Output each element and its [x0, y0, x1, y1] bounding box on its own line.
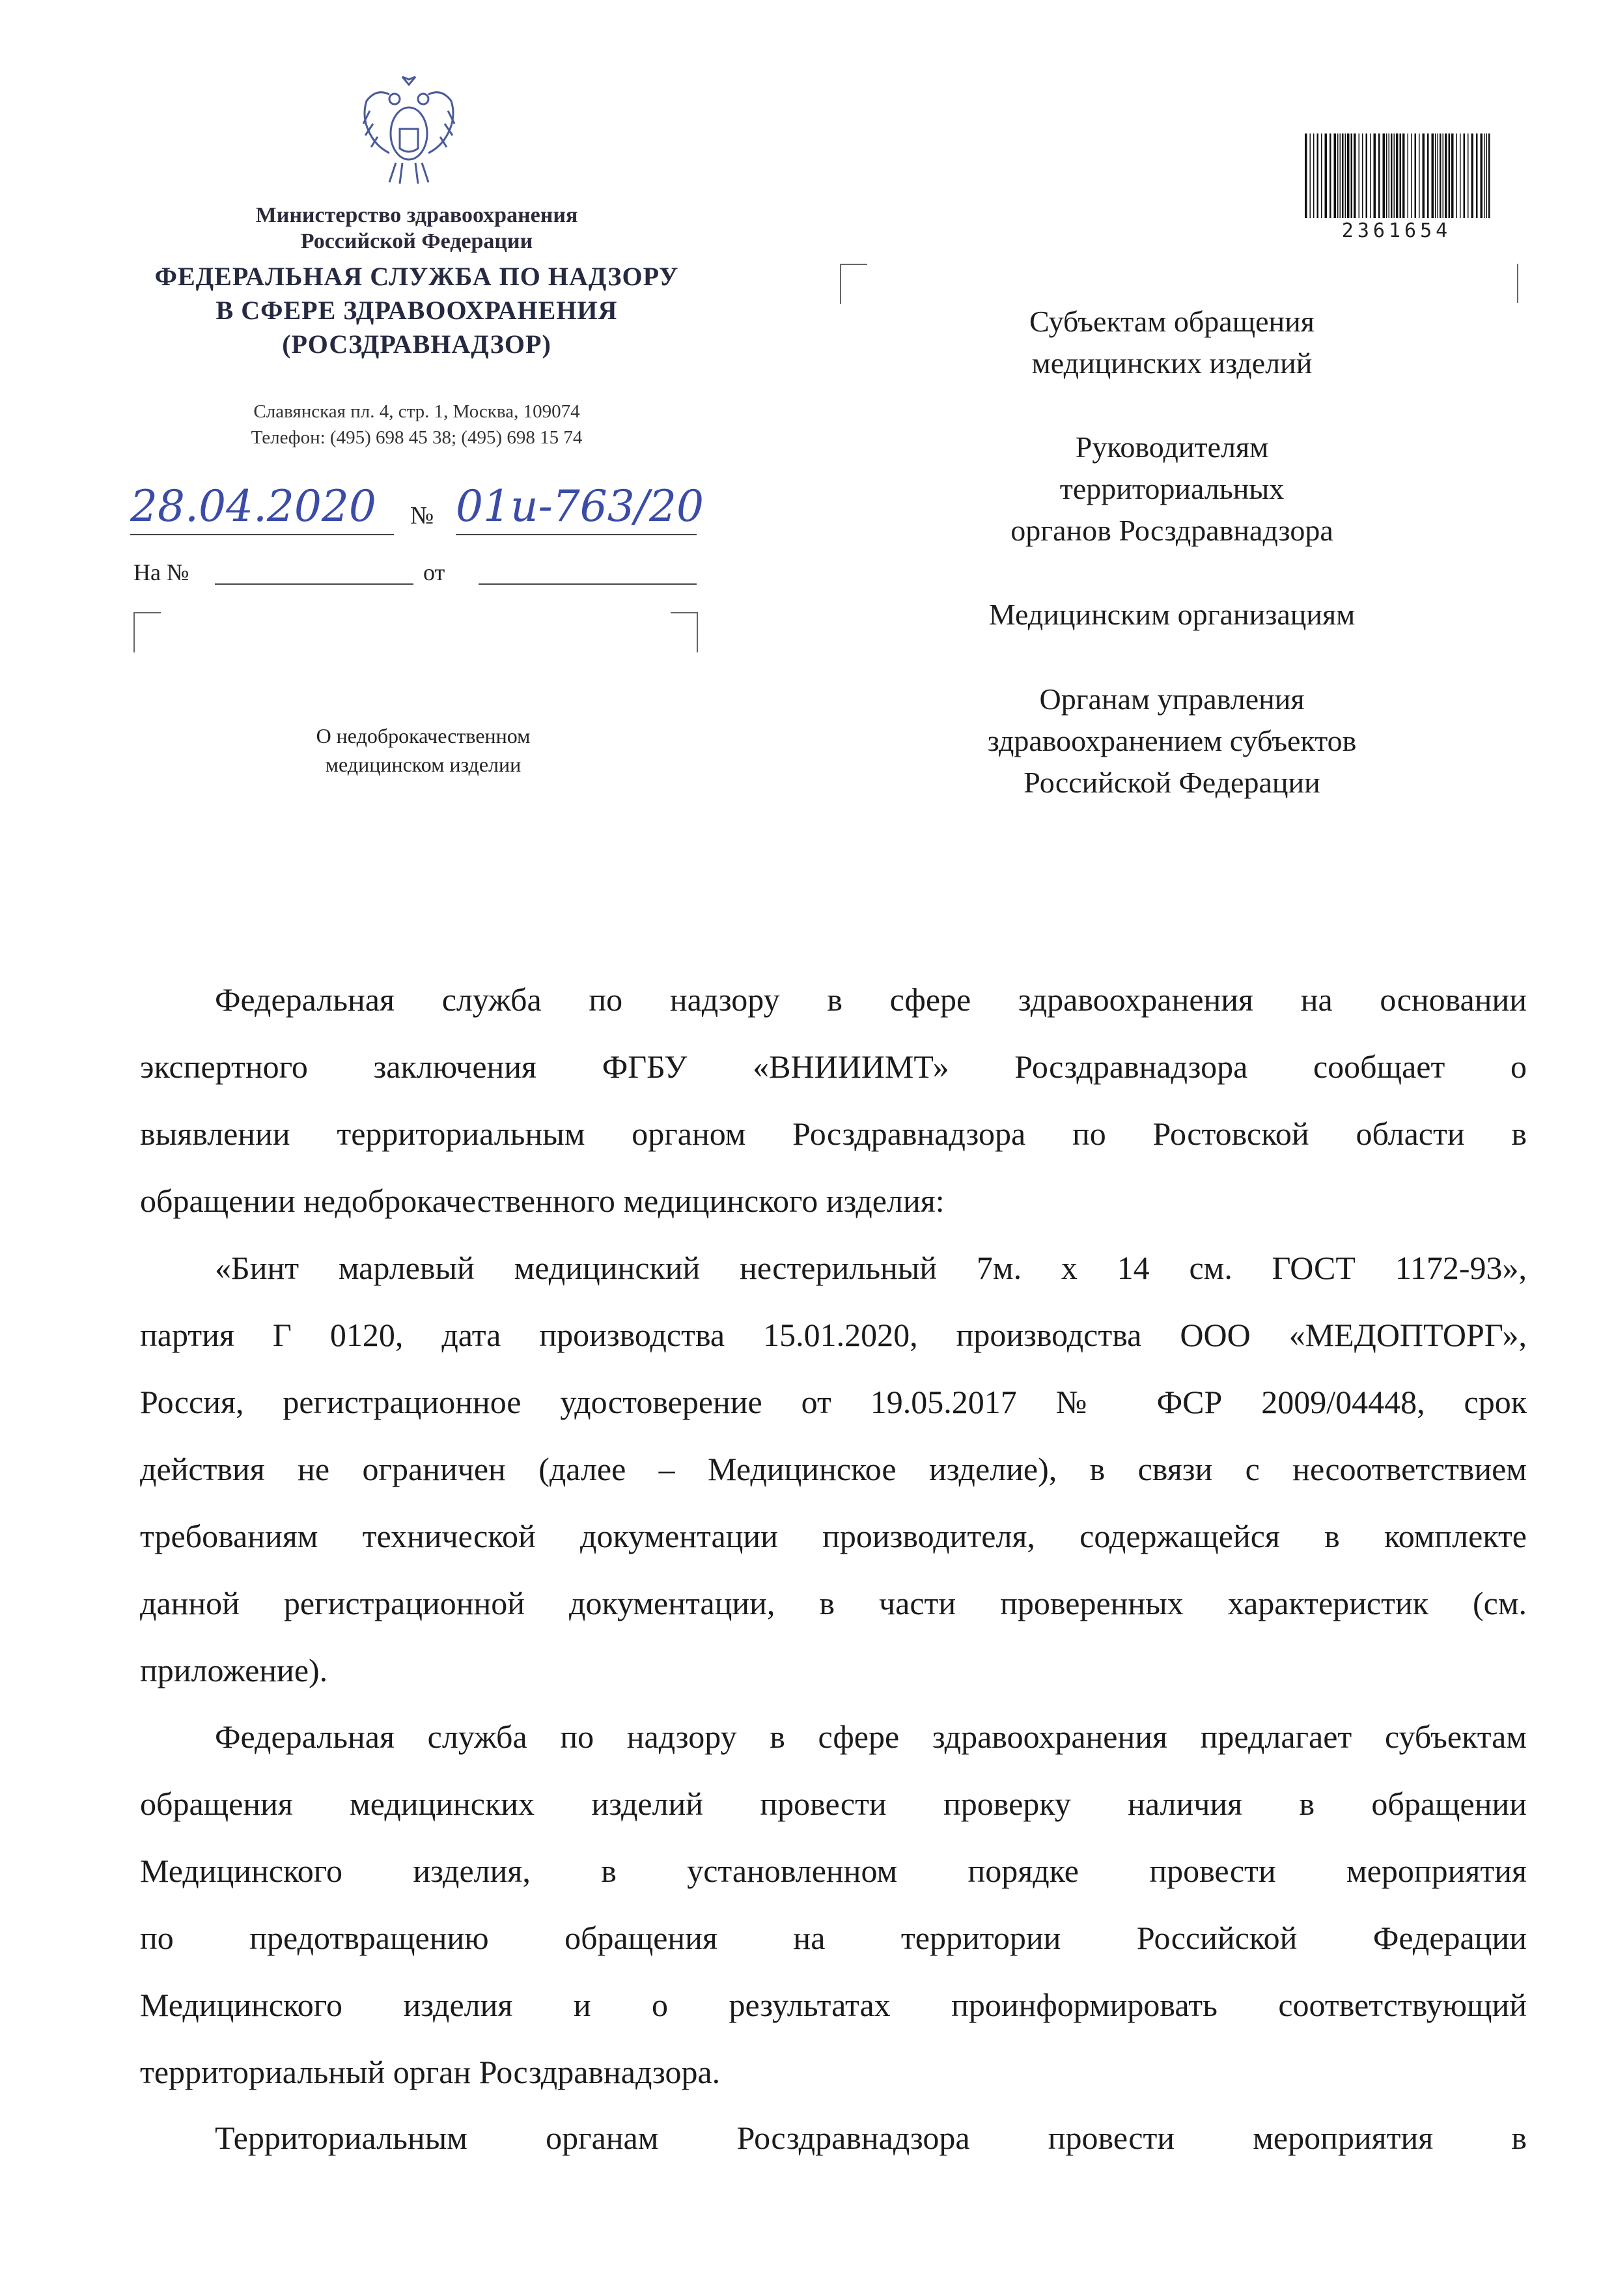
date-underline — [130, 534, 394, 535]
barcode-bar — [1354, 133, 1356, 218]
barcode-bar — [1456, 133, 1458, 218]
barcode-bar — [1305, 133, 1307, 218]
barcode-bar — [1313, 133, 1315, 218]
barcode-bar — [1391, 133, 1393, 218]
body-line: территориальный орган Росздравнадзора. — [140, 2054, 721, 2090]
barcode-bar — [1340, 133, 1341, 218]
addressee-corner-bracket-left — [840, 264, 867, 304]
address-line: Славянская пл. 4, стр. 1, Москва, 109074 — [253, 401, 580, 422]
body-line: экспертного заключения ФГБУ «ВНИИИМТ» Росздравнадзора сообщает о — [140, 1048, 1527, 1085]
barcode-number: 2361654 — [1341, 219, 1452, 242]
reply-to-label: На № — [133, 559, 189, 585]
body-line: партия Г 0120, дата производства 15.01.2020, производства ООО «МЕДОПТОРГ», — [140, 1317, 1527, 1353]
addressee-line: Российской Федерации — [1023, 766, 1320, 799]
body-line: выявлении территориальным органом Росздравнадзора по Ростовской области в — [140, 1115, 1527, 1152]
barcode-bar — [1345, 133, 1346, 218]
from-underline — [479, 583, 697, 585]
addressee-line: медицинских изделий — [1031, 346, 1313, 380]
corner-bracket-right — [671, 612, 698, 652]
barcode-bar — [1486, 133, 1488, 218]
addressee-line: Субъектам обращения — [1029, 305, 1315, 338]
barcode-bar — [1468, 133, 1469, 218]
barcode-bar — [1460, 133, 1461, 218]
barcode-bar — [1374, 133, 1376, 218]
barcode-bar — [1419, 133, 1420, 218]
body-line: Федеральная служба по надзору в сфере здравоохранения предлагает субъектам — [215, 1718, 1527, 1755]
addressee-line: Медицинским организациям — [988, 598, 1356, 631]
subject-line2: медицинском изделии — [325, 753, 522, 776]
addressee-line: органов Росздравнадзора — [1010, 514, 1333, 547]
body-paragraph-1 — [140, 966, 1527, 1235]
service-name-line3: (РОСЗДРАВНАДЗОР) — [282, 329, 551, 359]
handwritten-document-number: 01и-763/20 — [456, 481, 704, 531]
barcode-bar — [1317, 133, 1319, 218]
addressee-line: Органам управления — [1039, 682, 1305, 716]
body-line: обращения медицинских изделий провести проверку наличия в обращении — [140, 1785, 1527, 1822]
barcode-bar — [1310, 133, 1311, 218]
body-paragraph-3 — [140, 1703, 1527, 2106]
barcode-bar — [1440, 133, 1441, 218]
barcode-bar — [1325, 133, 1328, 218]
barcode-bar — [1443, 133, 1444, 218]
corner-bracket-left — [133, 612, 161, 652]
reply-to-underline — [215, 583, 413, 585]
barcode-bar — [1408, 133, 1409, 218]
barcode-bar — [1400, 133, 1402, 218]
addressee-block — [885, 594, 1458, 636]
barcode-bar — [1415, 133, 1417, 218]
barcode-bar — [1402, 133, 1405, 218]
phone-line: Телефон: (495) 698 45 38; (495) 698 15 74 — [251, 427, 583, 448]
body-line: по предотвращению обращения на территории Российской Федерации — [140, 1920, 1527, 1956]
barcode-bar — [1464, 133, 1466, 218]
addressee-block — [885, 427, 1458, 552]
body-line: требованиям технической документации производителя, содержащейся в комплекте — [140, 1518, 1527, 1554]
body-paragraph-2 — [140, 1235, 1527, 1704]
barcode-bar — [1435, 133, 1436, 218]
subject-line1: О недоброкачественном — [316, 724, 531, 748]
barcode-bar — [1386, 133, 1387, 218]
body-line: Федеральная служба по надзору в сфере здравоохранения на основании — [215, 981, 1527, 1018]
body-line: «Бинт марлевый медицинский нестерильный 7м. х 14 см. ГОСТ 1172-93», — [215, 1250, 1527, 1286]
barcode-bar — [1488, 133, 1490, 218]
barcode-bar — [1432, 133, 1434, 218]
barcode-bar — [1378, 133, 1380, 218]
body-line: обращении недоброкачественного медицинского изделия: — [140, 1183, 945, 1219]
barcode-bar — [1342, 133, 1344, 218]
barcode-bar — [1370, 133, 1371, 218]
barcode-bar — [1362, 133, 1363, 218]
body-line: действия не ограничен (далее – Медицинское изделие), в связи с несоответствием — [140, 1451, 1527, 1487]
barcode-bar — [1471, 133, 1474, 218]
body-line: Медицинского изделия, в установленном порядке провести мероприятия — [140, 1853, 1527, 1889]
barcode-bar — [1359, 133, 1360, 218]
body-line: данной регистрационной документации, в части проверенных характеристик (см. — [140, 1585, 1527, 1621]
barcode-bar — [1383, 133, 1385, 218]
body-line: Медицинского изделия и о результатах проинформировать соответствующий — [140, 1987, 1527, 2023]
barcode-bar — [1330, 133, 1331, 218]
barcode-bar — [1449, 133, 1451, 218]
addressee-corner-bracket-right — [1491, 264, 1518, 303]
ministry-name-line1: Министерство здравоохранения — [255, 203, 578, 227]
body-line: приложение). — [140, 1652, 328, 1688]
service-name-line1: ФЕДЕРАЛЬНАЯ СЛУЖБА ПО НАДЗОРУ — [154, 262, 679, 291]
from-label: от — [423, 559, 445, 585]
barcode-bar — [1366, 133, 1368, 218]
barcode-bar — [1427, 133, 1429, 218]
addressee-line: территориальных — [1059, 472, 1285, 505]
barcode-bar — [1321, 133, 1322, 218]
barcode-bar — [1438, 133, 1439, 218]
body-line: Россия, регистрационное удостоверение от 19.05.2017 № ФСР 2009/04448, срок — [140, 1384, 1527, 1420]
addressee-block — [885, 301, 1458, 384]
barcode-bar — [1334, 133, 1337, 218]
barcode-bar — [1411, 133, 1412, 218]
barcode-bar — [1347, 133, 1350, 218]
barcode-bar — [1476, 133, 1478, 218]
barcode-bar — [1445, 133, 1447, 218]
addressee-block — [885, 679, 1458, 804]
barcode-bar — [1481, 133, 1483, 218]
barcode-bar — [1423, 133, 1425, 218]
barcode-bar — [1484, 133, 1485, 218]
body-line: Территориальным органам Росздравнадзора провести мероприятия в — [215, 2120, 1527, 2156]
barcode-bar — [1451, 133, 1454, 218]
barcode-bar — [1337, 133, 1339, 218]
addressee-line: Руководителям — [1075, 430, 1269, 464]
number-sign: № — [410, 502, 434, 529]
ministry-name-line2: Российской Федерации — [300, 229, 533, 253]
double-headed-eagle-emblem-icon — [357, 72, 461, 195]
addressee-line: здравоохранением субъектов — [987, 724, 1357, 757]
barcode-icon — [1302, 133, 1494, 218]
barcode-bar — [1396, 133, 1399, 218]
body-paragraph-4 — [140, 2105, 1527, 2172]
number-underline — [456, 534, 697, 535]
handwritten-date: 28.04.2020 — [130, 481, 376, 531]
barcode-bar — [1389, 133, 1390, 218]
barcode-bar — [1394, 133, 1395, 218]
barcode-bar — [1351, 133, 1353, 218]
service-name-line2: В СФЕРЕ ЗДРАВООХРАНЕНИЯ — [216, 296, 618, 325]
